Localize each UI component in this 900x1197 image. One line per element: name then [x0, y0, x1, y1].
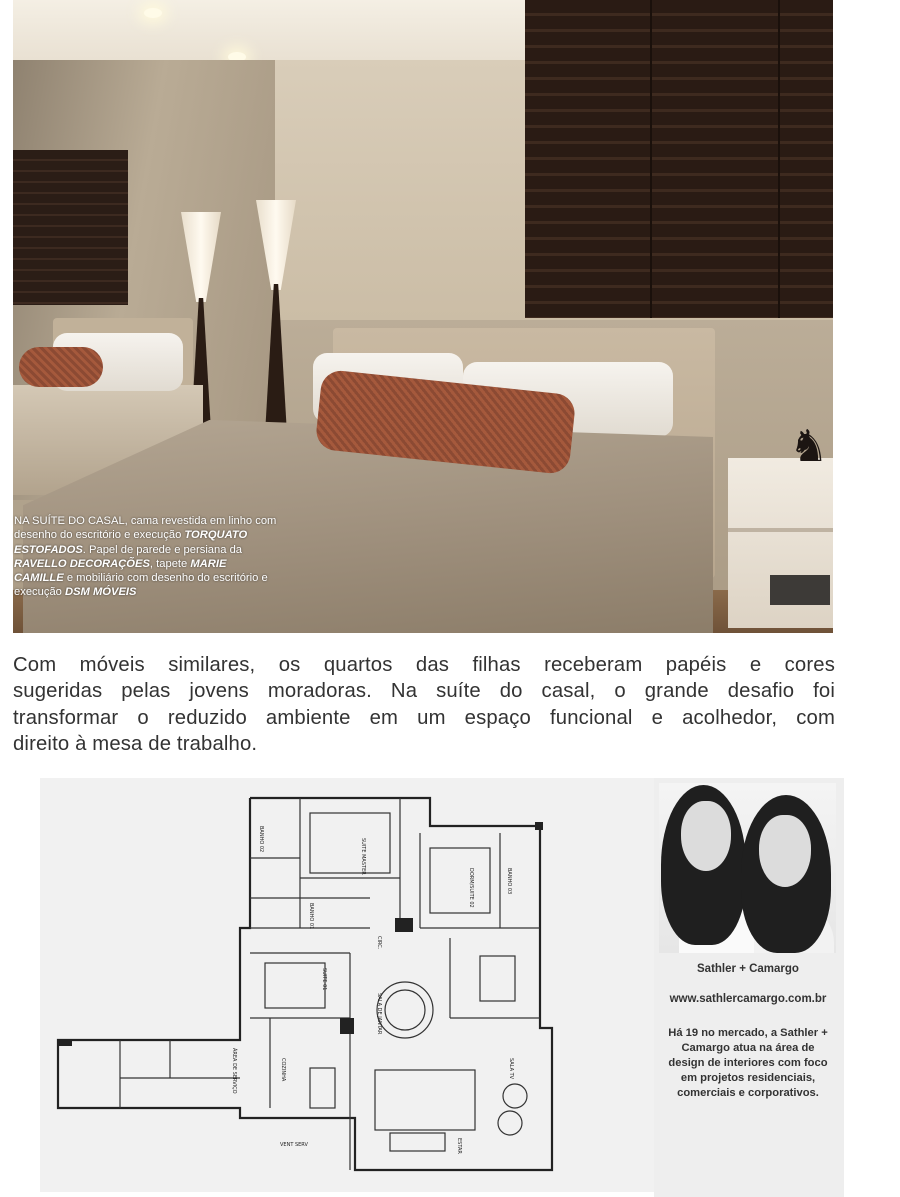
- article-line: Com móveis similares, os quartos das filhas receberam papéis e cores: [13, 654, 835, 676]
- label-area-servico: ÁREA DE SERVIÇO: [231, 1048, 237, 1094]
- designers-portrait: [659, 783, 836, 953]
- label-banho-02: BANHO 02: [258, 826, 264, 853]
- label-estar: ESTAR: [456, 1138, 462, 1154]
- dining-table-inner: [385, 990, 425, 1030]
- photo-caption: [14, 514, 279, 600]
- floor-plan: [40, 778, 654, 1192]
- column: [340, 1018, 354, 1034]
- article-text: [13, 652, 835, 757]
- armchair: [503, 1084, 527, 1108]
- bed-room: [480, 956, 515, 1001]
- article-line: direito à mesa de trabalho.: [13, 732, 258, 755]
- caption-credit: MARIE CAMILLE: [14, 557, 227, 585]
- firm-description: Há 19 no mercado, a Sathler + Camargo atua na área de design de interiores com foco em projetos residenciais, comerciais e corporativos.: [668, 1027, 828, 1099]
- nightstand-shelf: [728, 528, 833, 532]
- coffee-table: [390, 1133, 445, 1151]
- kitchen-island: [310, 1068, 335, 1108]
- armchair: [498, 1111, 522, 1135]
- floor-plan-drawing: [40, 778, 654, 1192]
- label-suite-01: SUITE 01: [321, 968, 327, 991]
- label-sala-jantar: SALA DE JANTAR: [376, 993, 382, 1035]
- label-sala-tv: SALA TV: [508, 1058, 514, 1080]
- label-banho-01: BANHO 01: [308, 903, 314, 930]
- article-line: transformar o reduzido ambiente em um espaço funcional e acolhedor, com: [13, 706, 835, 729]
- caption-text: , tapete: [149, 557, 191, 570]
- label-cozinha: COZINHA: [280, 1058, 286, 1082]
- label-vent-serv: VENT SERV: [280, 1142, 308, 1148]
- mirror-blind-reflection: [13, 150, 128, 305]
- label-dorm-suite-02: DORM/SUITE 02: [468, 868, 474, 908]
- caption-text: . Papel de parede e persiana da: [82, 543, 243, 556]
- firm-name: Sathler + Camargo: [697, 963, 799, 975]
- bed-suite-02: [430, 848, 490, 913]
- label-suite-master: SUITE MASTER: [360, 838, 366, 875]
- downlight: [144, 8, 162, 18]
- caption-credit: DSM MÓVEIS: [65, 586, 137, 599]
- firm-url[interactable]: www.sathlercamargo.com.br: [669, 993, 827, 1005]
- column: [58, 1040, 72, 1046]
- label-banho-03: BANHO 03: [506, 868, 512, 895]
- sculpture-icon: ♞: [789, 421, 829, 472]
- bed-suite-01: [265, 963, 325, 1008]
- sofa: [375, 1070, 475, 1130]
- column: [395, 918, 413, 932]
- books: [770, 575, 830, 605]
- caption-credit: RAVELLO DECORAÇÕES: [14, 557, 150, 570]
- cushion: [19, 347, 103, 387]
- face: [759, 815, 811, 887]
- caption-text: e mobiliário com desenho do escritório e execução: [14, 572, 268, 599]
- face: [681, 801, 731, 871]
- column: [535, 822, 543, 830]
- blind-cord: [650, 0, 652, 318]
- window-blind: [525, 0, 833, 318]
- outer-wall: [58, 798, 552, 1170]
- bed-master: [310, 813, 390, 873]
- caption-text: NA SUÍTE DO CASAL, cama revestida em linho com desenho do escritório e execução: [14, 515, 277, 542]
- caption-credit: TORQUATO ESTOFADOS: [14, 529, 248, 556]
- article-line: sugeridas pelas jovens moradoras. Na suíte do casal, o grande desafio foi: [13, 680, 835, 703]
- blind-cord: [778, 0, 780, 318]
- label-circ: CIRC.: [376, 936, 382, 950]
